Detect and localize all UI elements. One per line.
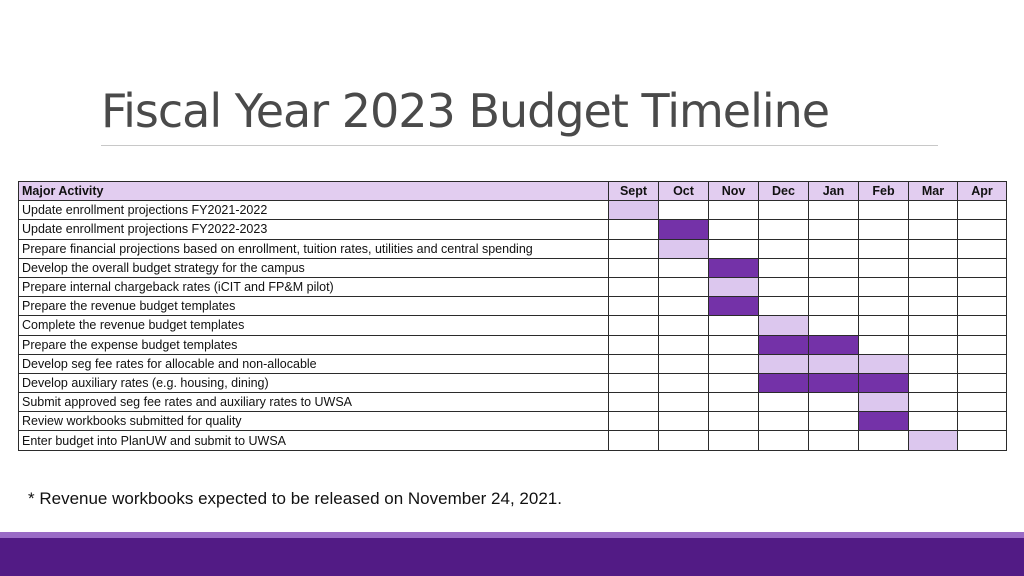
- table-row: [19, 412, 1007, 431]
- timeline-cell: [909, 316, 958, 335]
- activity-cell: Develop auxiliary rates (e.g. housing, dining): [19, 373, 609, 392]
- activity-cell: Prepare internal chargeback rates (iCIT and FP&M pilot): [19, 277, 609, 296]
- timeline-cell: [759, 277, 809, 296]
- month-header: Sept: [609, 182, 659, 201]
- timeline-cell: [709, 373, 759, 392]
- timeline-cell: [609, 354, 659, 373]
- timeline-cell: [609, 316, 659, 335]
- title-divider: [101, 145, 938, 146]
- timeline-cell-dark: [809, 373, 859, 392]
- table-row: [19, 258, 1007, 277]
- month-header: Jan: [809, 182, 859, 201]
- timeline-cell-light: [859, 354, 909, 373]
- timeline-cell: [709, 239, 759, 258]
- timeline-cell: [659, 258, 709, 277]
- timeline-cell: [958, 277, 1007, 296]
- table-row: [19, 220, 1007, 239]
- timeline-cell: [859, 258, 909, 277]
- table-row: [19, 354, 1007, 373]
- timeline-cell: [809, 277, 859, 296]
- timeline-cell-light: [759, 316, 809, 335]
- timeline-cell: [859, 201, 909, 220]
- activity-cell: Enter budget into PlanUW and submit to UWSA: [19, 431, 609, 450]
- timeline-cell: [909, 354, 958, 373]
- timeline-cell: [609, 220, 659, 239]
- timeline-cell: [659, 277, 709, 296]
- timeline-cell: [759, 431, 809, 450]
- timeline-cell: [659, 412, 709, 431]
- timeline-cell: [909, 277, 958, 296]
- activity-cell: Prepare the expense budget templates: [19, 335, 609, 354]
- timeline-cell: [659, 431, 709, 450]
- timeline-cell-light: [809, 354, 859, 373]
- timeline-cell: [809, 412, 859, 431]
- timeline-cell: [859, 335, 909, 354]
- timeline-cell: [809, 258, 859, 277]
- timeline-cell-dark: [709, 297, 759, 316]
- table-row: [19, 297, 1007, 316]
- month-header: Nov: [709, 182, 759, 201]
- timeline-cell: [709, 431, 759, 450]
- timeline-cell: [659, 316, 709, 335]
- timeline-cell: [909, 373, 958, 392]
- month-header: Apr: [958, 182, 1007, 201]
- timeline-cell: [958, 201, 1007, 220]
- timeline-cell: [609, 335, 659, 354]
- month-header: Feb: [859, 182, 909, 201]
- timeline-cell: [859, 277, 909, 296]
- timeline-cell: [809, 393, 859, 412]
- activity-cell: Complete the revenue budget templates: [19, 316, 609, 335]
- footnote: * Revenue workbooks expected to be released on November 24, 2021.: [28, 489, 562, 508]
- timeline-cell-dark: [859, 373, 909, 392]
- activity-cell: Update enrollment projections FY2022-2023: [19, 220, 609, 239]
- timeline-cell: [809, 297, 859, 316]
- table-row: [19, 239, 1007, 258]
- timeline-cell-light: [659, 239, 709, 258]
- timeline-cell: [859, 297, 909, 316]
- timeline-cell: [859, 431, 909, 450]
- timeline-cell: [909, 239, 958, 258]
- budget-timeline-table: [18, 181, 1007, 451]
- timeline-cell: [659, 393, 709, 412]
- timeline-cell: [659, 354, 709, 373]
- timeline-cell-light: [859, 393, 909, 412]
- timeline-cell: [909, 335, 958, 354]
- timeline-cell: [609, 258, 659, 277]
- activity-cell: Review workbooks submitted for quality: [19, 412, 609, 431]
- timeline-cell: [909, 297, 958, 316]
- activity-cell: Update enrollment projections FY2021-2022: [19, 201, 609, 220]
- timeline-cell: [609, 393, 659, 412]
- timeline-cell: [809, 220, 859, 239]
- timeline-cell: [709, 335, 759, 354]
- timeline-cell: [759, 393, 809, 412]
- timeline-cell: [958, 393, 1007, 412]
- timeline-cell: [958, 335, 1007, 354]
- timeline-cell: [809, 201, 859, 220]
- timeline-cell-dark: [859, 412, 909, 431]
- timeline-cell-dark: [759, 373, 809, 392]
- timeline-cell: [809, 239, 859, 258]
- timeline-cell: [958, 258, 1007, 277]
- timeline-cell: [809, 316, 859, 335]
- activity-column-header: Major Activity: [19, 182, 609, 201]
- timeline-cell: [859, 316, 909, 335]
- timeline-cell: [609, 239, 659, 258]
- timeline-cell: [759, 220, 809, 239]
- table-row: [19, 393, 1007, 412]
- timeline-cell: [859, 220, 909, 239]
- timeline-cell: [709, 201, 759, 220]
- timeline-cell: [659, 297, 709, 316]
- month-header: Oct: [659, 182, 709, 201]
- timeline-cell: [958, 431, 1007, 450]
- timeline-cell: [709, 220, 759, 239]
- timeline-cell: [709, 354, 759, 373]
- activity-cell: Develop seg fee rates for allocable and non-allocable: [19, 354, 609, 373]
- timeline-cell: [609, 431, 659, 450]
- timeline-cell: [909, 258, 958, 277]
- timeline-cell-light: [709, 277, 759, 296]
- activity-cell: Prepare the revenue budget templates: [19, 297, 609, 316]
- timeline-cell: [909, 220, 958, 239]
- activity-cell: Submit approved seg fee rates and auxiliary rates to UWSA: [19, 393, 609, 412]
- timeline-cell-dark: [809, 335, 859, 354]
- timeline-cell: [958, 220, 1007, 239]
- activity-cell: Prepare financial projections based on enrollment, tuition rates, utilities and central spending: [19, 239, 609, 258]
- footer-band: [0, 538, 1024, 576]
- timeline-cell-light: [909, 431, 958, 450]
- table-row: [19, 201, 1007, 220]
- timeline-cell: [809, 431, 859, 450]
- timeline-cell: [609, 412, 659, 431]
- timeline-cell: [609, 297, 659, 316]
- timeline-cell: [659, 201, 709, 220]
- timeline-cell: [958, 316, 1007, 335]
- timeline-cell-dark: [759, 335, 809, 354]
- timeline-cell: [759, 239, 809, 258]
- timeline-cell: [709, 412, 759, 431]
- table-row: [19, 373, 1007, 392]
- timeline-cell: [909, 201, 958, 220]
- timeline-cell: [709, 393, 759, 412]
- timeline-cell: [759, 297, 809, 316]
- timeline-cell-light: [759, 354, 809, 373]
- timeline-cell: [909, 393, 958, 412]
- timeline-cell: [759, 201, 809, 220]
- table-row: [19, 335, 1007, 354]
- month-header: Mar: [909, 182, 958, 201]
- activity-cell: Develop the overall budget strategy for the campus: [19, 258, 609, 277]
- timeline-cell: [759, 258, 809, 277]
- timeline-cell: [759, 412, 809, 431]
- table-header-row: [19, 182, 1007, 201]
- timeline-cell: [958, 239, 1007, 258]
- timeline-cell: [909, 412, 958, 431]
- month-header: Dec: [759, 182, 809, 201]
- table-row: [19, 316, 1007, 335]
- timeline-cell: [659, 335, 709, 354]
- timeline-cell-dark: [659, 220, 709, 239]
- timeline-cell: [659, 373, 709, 392]
- table-row: [19, 431, 1007, 450]
- timeline-cell: [958, 373, 1007, 392]
- timeline-cell-dark: [709, 258, 759, 277]
- timeline-cell: [859, 239, 909, 258]
- timeline-cell: [609, 277, 659, 296]
- timeline-cell: [958, 354, 1007, 373]
- timeline-cell: [958, 412, 1007, 431]
- timeline-cell: [709, 316, 759, 335]
- timeline-cell: [958, 297, 1007, 316]
- timeline-cell: [609, 373, 659, 392]
- timeline-cell-light: [609, 201, 659, 220]
- table-row: [19, 277, 1007, 296]
- page-title: Fiscal Year 2023 Budget Timeline: [101, 84, 830, 138]
